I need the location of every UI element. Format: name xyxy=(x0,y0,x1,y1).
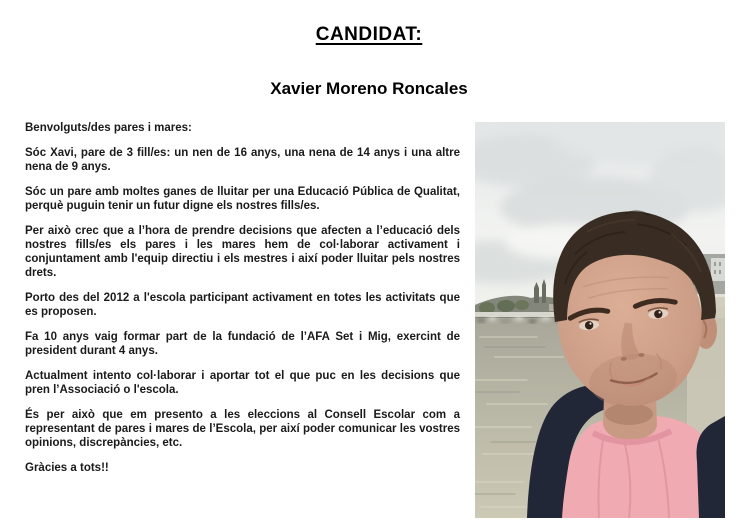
letter-body xyxy=(25,121,460,486)
candidate-name: Xavier Moreno Roncales xyxy=(270,79,468,98)
page-title xyxy=(0,24,738,46)
paragraph-thanks: Gràcies a tots!! xyxy=(25,462,109,474)
paragraph-current-role: Actualment intento col·laborar i aportar tot el que puc en les decisions que pren l’Associació o l'escola. xyxy=(25,370,460,396)
paragraph-candidacy: És per això que em presento a les eleccions al Consell Escolar com a representant de pares i mares de l’Escola, per així poder comunicar les vostres opinions, discrepàncies, etc. xyxy=(25,409,460,449)
paragraph-afa-history: Fa 10 anys vaig formar part de la fundació de l’AFA Set i Mig, exercint de president durant 4 anys. xyxy=(25,331,460,357)
paragraph-motivation: Sóc un pare amb moltes ganes de lluitar per una Educació Pública de Qualitat, perquè puguin tenir un futur digne els nostres fills/es. xyxy=(25,186,460,212)
paragraph-family: Sóc Xavi, pare de 3 fill/es: un nen de 16 anys, una nena de 14 anys i una altre nena de 9 anys. xyxy=(25,147,460,173)
paragraph-collaboration: Per això crec que a l’hora de prendre decisions que afecten a l’educació dels nostres fills/es els pares i les mares hem de col·laborar activament i conjuntament amb l'equip directiu i els mestres i així poder lluitar pels nostres drets. xyxy=(25,225,460,279)
paragraph-participation: Porto des del 2012 a l'escola participant activament en totes les activitats que es proposen. xyxy=(25,292,460,318)
paragraph-greeting: Benvolguts/des pares i mares: xyxy=(25,122,192,134)
candidate-photo xyxy=(475,122,725,518)
page-title-text: CANDIDAT: xyxy=(315,24,423,45)
